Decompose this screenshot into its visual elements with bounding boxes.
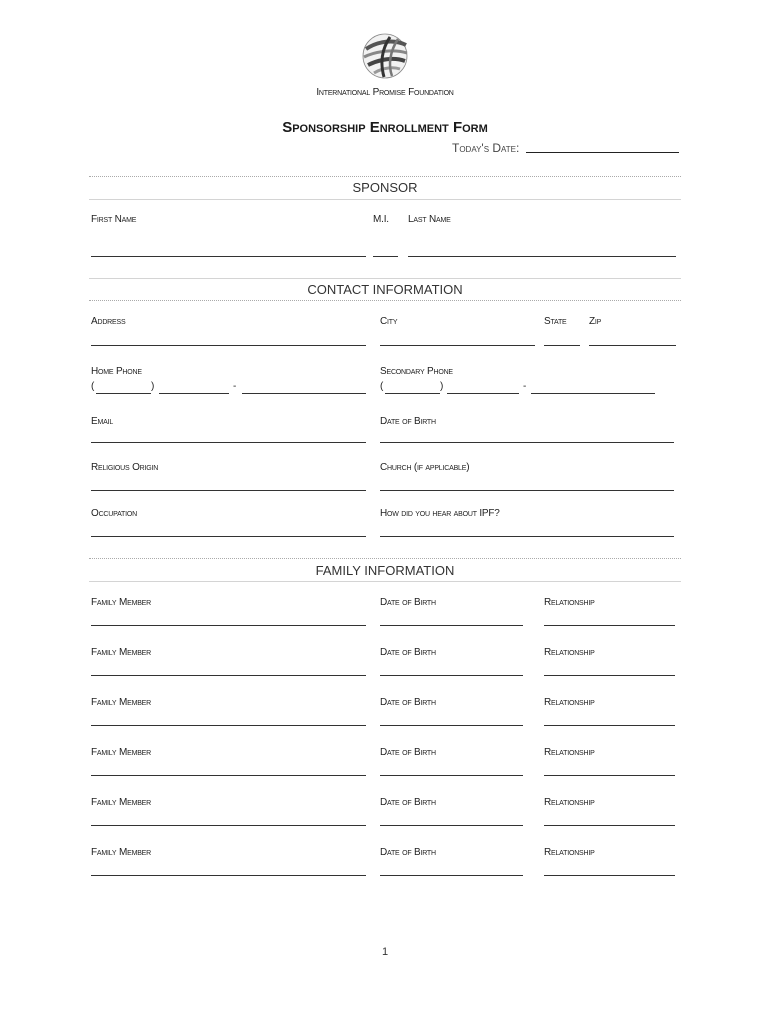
secondary-phone-prefix-field[interactable] bbox=[447, 393, 519, 394]
home-phone-paren-open: ( bbox=[91, 381, 95, 392]
family-dob-label: Date of Birth bbox=[380, 797, 436, 808]
family-relationship-field[interactable] bbox=[544, 725, 675, 726]
divider bbox=[89, 558, 681, 559]
secondary-phone-paren-open: ( bbox=[380, 381, 384, 392]
address-label: Address bbox=[91, 316, 126, 327]
family-relationship-label: Relationship bbox=[544, 647, 595, 658]
zip-field[interactable] bbox=[589, 345, 676, 346]
family-member-field[interactable] bbox=[91, 725, 366, 726]
city-label: City bbox=[380, 316, 398, 327]
email-label: Email bbox=[91, 416, 114, 427]
globe-swirl-icon bbox=[360, 31, 410, 81]
organization-name: International Promise Foundation bbox=[316, 87, 454, 98]
occupation-field[interactable] bbox=[91, 536, 366, 537]
family-relationship-label: Relationship bbox=[544, 697, 595, 708]
family-member-field[interactable] bbox=[91, 775, 366, 776]
family-member-field[interactable] bbox=[91, 875, 366, 876]
family-dob-field[interactable] bbox=[380, 775, 523, 776]
section-title-sponsor: SPONSOR bbox=[352, 180, 418, 195]
middle-initial-label: M.I. bbox=[373, 214, 389, 225]
home-phone-area-code-field[interactable] bbox=[96, 393, 151, 394]
family-dob-label: Date of Birth bbox=[380, 747, 436, 758]
church-field[interactable] bbox=[380, 490, 674, 491]
divider bbox=[89, 176, 681, 177]
family-relationship-label: Relationship bbox=[544, 597, 595, 608]
home-phone-paren-close: ) bbox=[151, 381, 155, 392]
form-title: Sponsorship Enrollment Form bbox=[282, 119, 488, 136]
date-of-birth-field[interactable] bbox=[380, 442, 674, 443]
family-relationship-label: Relationship bbox=[544, 797, 595, 808]
city-field[interactable] bbox=[380, 345, 535, 346]
state-label: State bbox=[544, 316, 567, 327]
divider bbox=[89, 199, 681, 200]
family-member-label: Family Member bbox=[91, 647, 151, 658]
todays-date-field[interactable] bbox=[526, 152, 679, 153]
family-dob-field[interactable] bbox=[380, 825, 523, 826]
family-member-label: Family Member bbox=[91, 847, 151, 858]
family-dob-label: Date of Birth bbox=[380, 697, 436, 708]
divider bbox=[89, 300, 681, 301]
page-number: 1 bbox=[381, 946, 389, 958]
family-dob-field[interactable] bbox=[380, 875, 523, 876]
how-heard-label: How did you hear about IPF? bbox=[380, 508, 500, 519]
family-dob-field[interactable] bbox=[380, 725, 523, 726]
family-dob-label: Date of Birth bbox=[380, 847, 436, 858]
family-member-field[interactable] bbox=[91, 625, 366, 626]
secondary-phone-label: Secondary Phone bbox=[380, 366, 453, 377]
email-field[interactable] bbox=[91, 442, 366, 443]
family-dob-field[interactable] bbox=[380, 675, 523, 676]
family-dob-label: Date of Birth bbox=[380, 597, 436, 608]
home-phone-label: Home Phone bbox=[91, 366, 142, 377]
home-phone-dash: - bbox=[233, 381, 237, 392]
secondary-phone-line-field[interactable] bbox=[531, 393, 655, 394]
family-member-field[interactable] bbox=[91, 675, 366, 676]
family-relationship-field[interactable] bbox=[544, 775, 675, 776]
home-phone-line-field[interactable] bbox=[242, 393, 366, 394]
family-dob-field[interactable] bbox=[380, 625, 523, 626]
family-relationship-field[interactable] bbox=[544, 675, 675, 676]
family-member-label: Family Member bbox=[91, 797, 151, 808]
divider bbox=[89, 581, 681, 582]
secondary-phone-area-code-field[interactable] bbox=[385, 393, 440, 394]
occupation-label: Occupation bbox=[91, 508, 137, 519]
family-member-field[interactable] bbox=[91, 825, 366, 826]
religious-origin-field[interactable] bbox=[91, 490, 366, 491]
secondary-phone-paren-close: ) bbox=[440, 381, 444, 392]
divider bbox=[89, 278, 681, 279]
first-name-field[interactable] bbox=[91, 256, 366, 257]
family-relationship-field[interactable] bbox=[544, 825, 675, 826]
family-member-label: Family Member bbox=[91, 597, 151, 608]
family-relationship-label: Relationship bbox=[544, 847, 595, 858]
middle-initial-field[interactable] bbox=[373, 256, 398, 257]
date-of-birth-label: Date of Birth bbox=[380, 416, 436, 427]
family-relationship-label: Relationship bbox=[544, 747, 595, 758]
todays-date-label: Today's Date: bbox=[452, 141, 520, 155]
church-label: Church (if applicable) bbox=[380, 462, 470, 473]
last-name-field[interactable] bbox=[408, 256, 676, 257]
address-field[interactable] bbox=[91, 345, 366, 346]
religious-origin-label: Religious Origin bbox=[91, 462, 159, 473]
home-phone-prefix-field[interactable] bbox=[159, 393, 229, 394]
section-title-family: FAMILY INFORMATION bbox=[315, 563, 455, 578]
section-title-contact: CONTACT INFORMATION bbox=[307, 282, 463, 297]
family-relationship-field[interactable] bbox=[544, 625, 675, 626]
family-member-label: Family Member bbox=[91, 747, 151, 758]
family-dob-label: Date of Birth bbox=[380, 647, 436, 658]
last-name-label: Last Name bbox=[408, 214, 451, 225]
state-field[interactable] bbox=[544, 345, 580, 346]
how-heard-field[interactable] bbox=[380, 536, 674, 537]
family-relationship-field[interactable] bbox=[544, 875, 675, 876]
zip-label: Zip bbox=[589, 316, 602, 327]
family-member-label: Family Member bbox=[91, 697, 151, 708]
first-name-label: First Name bbox=[91, 214, 137, 225]
secondary-phone-dash: - bbox=[523, 381, 527, 392]
